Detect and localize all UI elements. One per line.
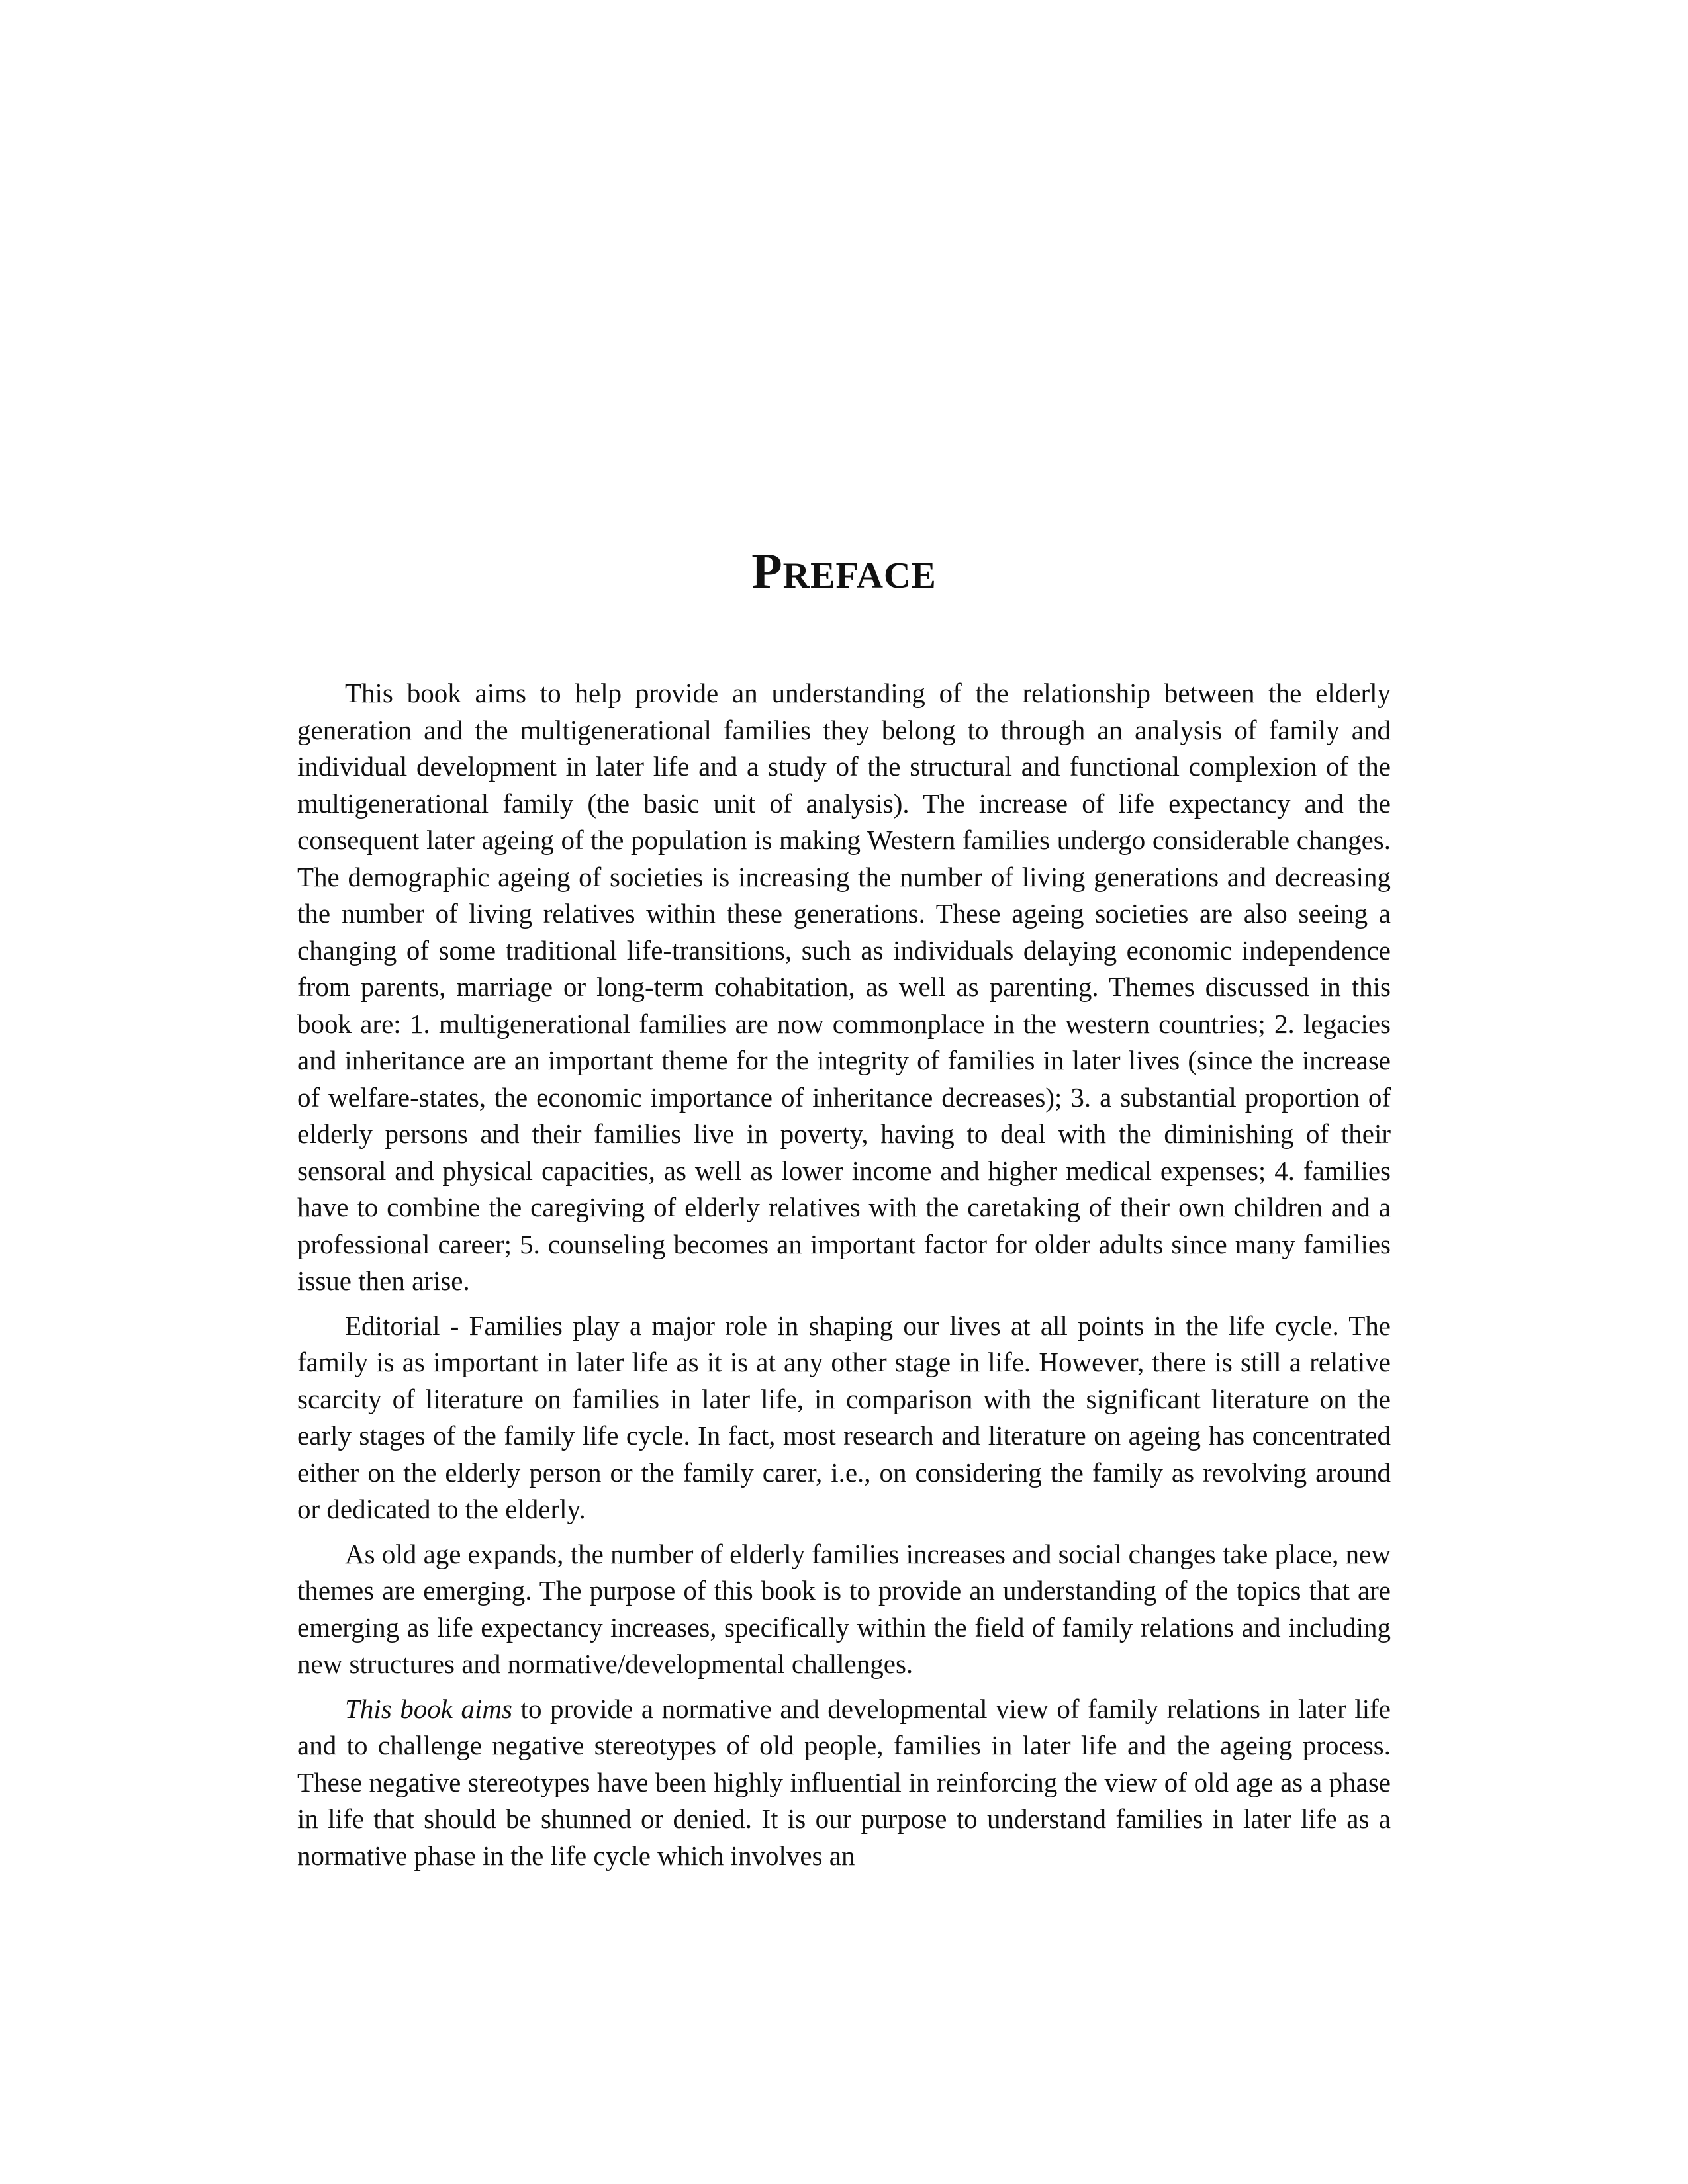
paragraph-2: Editorial - Families play a major role in shaping our lives at all points in the life cycle. The family is as important in later life as it is at any other stage in life. However, there is still a relative scarcity of literature on families in later life, in comparison with the significant literature on the early stages of the family life cycle. In fact, most research and literature on ageing has concentrated either on the elderly person or the family carer, i.e., on considering the family as revolving around or dedicated to the elderly. <box>297 1310 1391 1524</box>
paragraph-3: As old age expands, the number of elderly families increases and social changes take place, new themes are emerging. The purpose of this book is to provide an understanding of the topics that are emerging as life expectancy increases, specifically within the field of family relations and including new structures and normative/developmental challenges. <box>297 1538 1391 1679</box>
paragraph-1: This book aims to help provide an understanding of the relationship between the elderly generation and the multigenerational families they belong to through an analysis of family and individual development in later life and a study of the structural and functional complexion of the multigenerational family (the basic unit of analysis). The increase of life expectancy and the consequent later ageing of the population is making Western families undergo considerable changes. The demographic ageing of societies is increasing the number of living generations and decreasing the number of living relatives within these generations. These ageing societies are also seeing a changing of some traditional life-transitions, such as individuals delaying economic independence from parents, marriage or long-term cohabitation, as well as parenting. Themes discussed in this book are: 1. multigenerational families are now commonplace in the western countries; 2. legacies and inheritance are an important theme for the integrity of families in later lives (since the increase of welfare-states, the economic importance of inheritance decreases); 3. a substantial proportion of elderly persons and their families live in poverty, having to deal with the diminishing of their sensoral and physical capacities, as well as lower income and higher medical expenses; 4. families have to combine the caregiving of elderly relatives with the caretaking of their own children and a professional career; 5. counseling becomes an important factor for older adults since many families issue then arise. <box>297 678 1391 1296</box>
paragraph-4-lead: This book aims <box>345 1693 512 1724</box>
page-title <box>0 541 1688 606</box>
title-small-caps: REFACE <box>782 555 937 596</box>
paragraph-4-text: to provide a normative and developmental view of family relations in later life and to challenge negative stereotypes of old people, families in later life and the ageing process. These negative stereotypes have been highly influential in reinforcing the view of old age as a phase in life that should be shunned or denied. It is our purpose to understand families in later life as a normative phase in the life cycle which involves an <box>297 1693 1391 1871</box>
paragraph-4 <box>297 1691 1391 1875</box>
title-initial: P <box>751 543 783 599</box>
preface-body <box>297 675 1391 1874</box>
